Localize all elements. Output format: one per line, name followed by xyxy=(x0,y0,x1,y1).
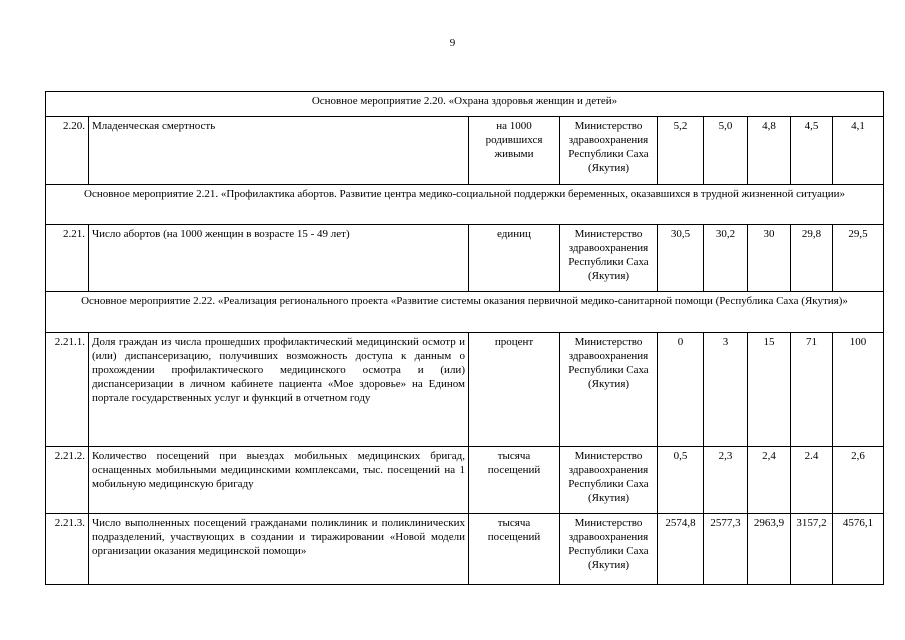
unit-cell: единиц xyxy=(469,225,560,292)
section-title: Основное мероприятие 2.20. «Охрана здоровья женщин и детей» xyxy=(46,92,884,117)
table-row xyxy=(46,514,884,585)
row-number: 2.21.1. xyxy=(46,333,89,447)
value-cell: 30,2 xyxy=(704,225,748,292)
indicator-name: Младенческая смертность xyxy=(89,117,469,185)
indicator-name: Число выполненных посещений гражданами поликлиник и поликлинических подразделений, участвующих в создании и тиражировании «Новой модели организации оказания медицинской помощи» xyxy=(89,514,469,585)
indicator-name: Количество посещений при выездах мобильных медицинских бригад, оснащенных мобильными медицинскими комплексами, тыс. посещений на 1 мобильную медицинскую бригаду xyxy=(89,447,469,514)
value-cell: 30,5 xyxy=(658,225,704,292)
row-number: 2.21. xyxy=(46,225,89,292)
value-cell: 4576,1 xyxy=(833,514,884,585)
value-cell: 2.4 xyxy=(791,447,833,514)
value-cell: 4,1 xyxy=(833,117,884,185)
value-cell: 4,8 xyxy=(748,117,791,185)
unit-cell: тысяча посещений xyxy=(469,447,560,514)
organization-cell: Министерство здравоохранения Республики Саха (Якутия) xyxy=(560,333,658,447)
section-header-row xyxy=(46,92,884,117)
value-cell: 29,8 xyxy=(791,225,833,292)
value-cell: 0 xyxy=(658,333,704,447)
organization-cell: Министерство здравоохранения Республики Саха (Якутия) xyxy=(560,514,658,585)
indicator-name: Доля граждан из числа прошедших профилактический медицинский осмотр и (или) диспансеризацию, получивших возможность доступа к данным о прохождении профилактического медицинского осмотра и (или) диспансеризации в личном кабинете пациента «Мое здоровье» на Едином портале государственных услуг и функций в отчетном году xyxy=(89,333,469,447)
value-cell: 5,2 xyxy=(658,117,704,185)
table-row xyxy=(46,117,884,185)
unit-cell: на 1000 родившихся живыми xyxy=(469,117,560,185)
indicators-table xyxy=(45,91,884,585)
value-cell: 3 xyxy=(704,333,748,447)
value-cell: 2577,3 xyxy=(704,514,748,585)
table-row xyxy=(46,333,884,447)
unit-cell: процент xyxy=(469,333,560,447)
row-number: 2.21.2. xyxy=(46,447,89,514)
value-cell: 2574,8 xyxy=(658,514,704,585)
value-cell: 2,6 xyxy=(833,447,884,514)
organization-cell: Министерство здравоохранения Республики Саха (Якутия) xyxy=(560,225,658,292)
value-cell: 29,5 xyxy=(833,225,884,292)
value-cell: 2963,9 xyxy=(748,514,791,585)
value-cell: 71 xyxy=(791,333,833,447)
value-cell: 100 xyxy=(833,333,884,447)
organization-cell: Министерство здравоохранения Республики Саха (Якутия) xyxy=(560,117,658,185)
section-title: Основное мероприятие 2.21. «Профилактика абортов. Развитие центра медико-социальной поддержки беременных, оказавшихся в трудной жизненной ситуации» xyxy=(46,185,884,225)
value-cell: 5,0 xyxy=(704,117,748,185)
value-cell: 0,5 xyxy=(658,447,704,514)
section-title: Основное мероприятие 2.22. «Реализация регионального проекта «Развитие системы оказания первичной медико-санитарной помощи (Республика Саха (Якутия)» xyxy=(46,292,884,333)
table-row xyxy=(46,225,884,292)
value-cell: 2,4 xyxy=(748,447,791,514)
value-cell: 30 xyxy=(748,225,791,292)
page-number: 9 xyxy=(449,37,456,49)
value-cell: 15 xyxy=(748,333,791,447)
row-number: 2.20. xyxy=(46,117,89,185)
indicator-name: Число абортов (на 1000 женщин в возрасте 15 - 49 лет) xyxy=(89,225,469,292)
value-cell: 3157,2 xyxy=(791,514,833,585)
value-cell: 4,5 xyxy=(791,117,833,185)
row-number: 2.21.3. xyxy=(46,514,89,585)
section-header-row xyxy=(46,185,884,225)
value-cell: 2,3 xyxy=(704,447,748,514)
organization-cell: Министерство здравоохранения Республики Саха (Якутия) xyxy=(560,447,658,514)
table-row xyxy=(46,447,884,514)
unit-cell: тысяча посещений xyxy=(469,514,560,585)
section-header-row xyxy=(46,292,884,333)
